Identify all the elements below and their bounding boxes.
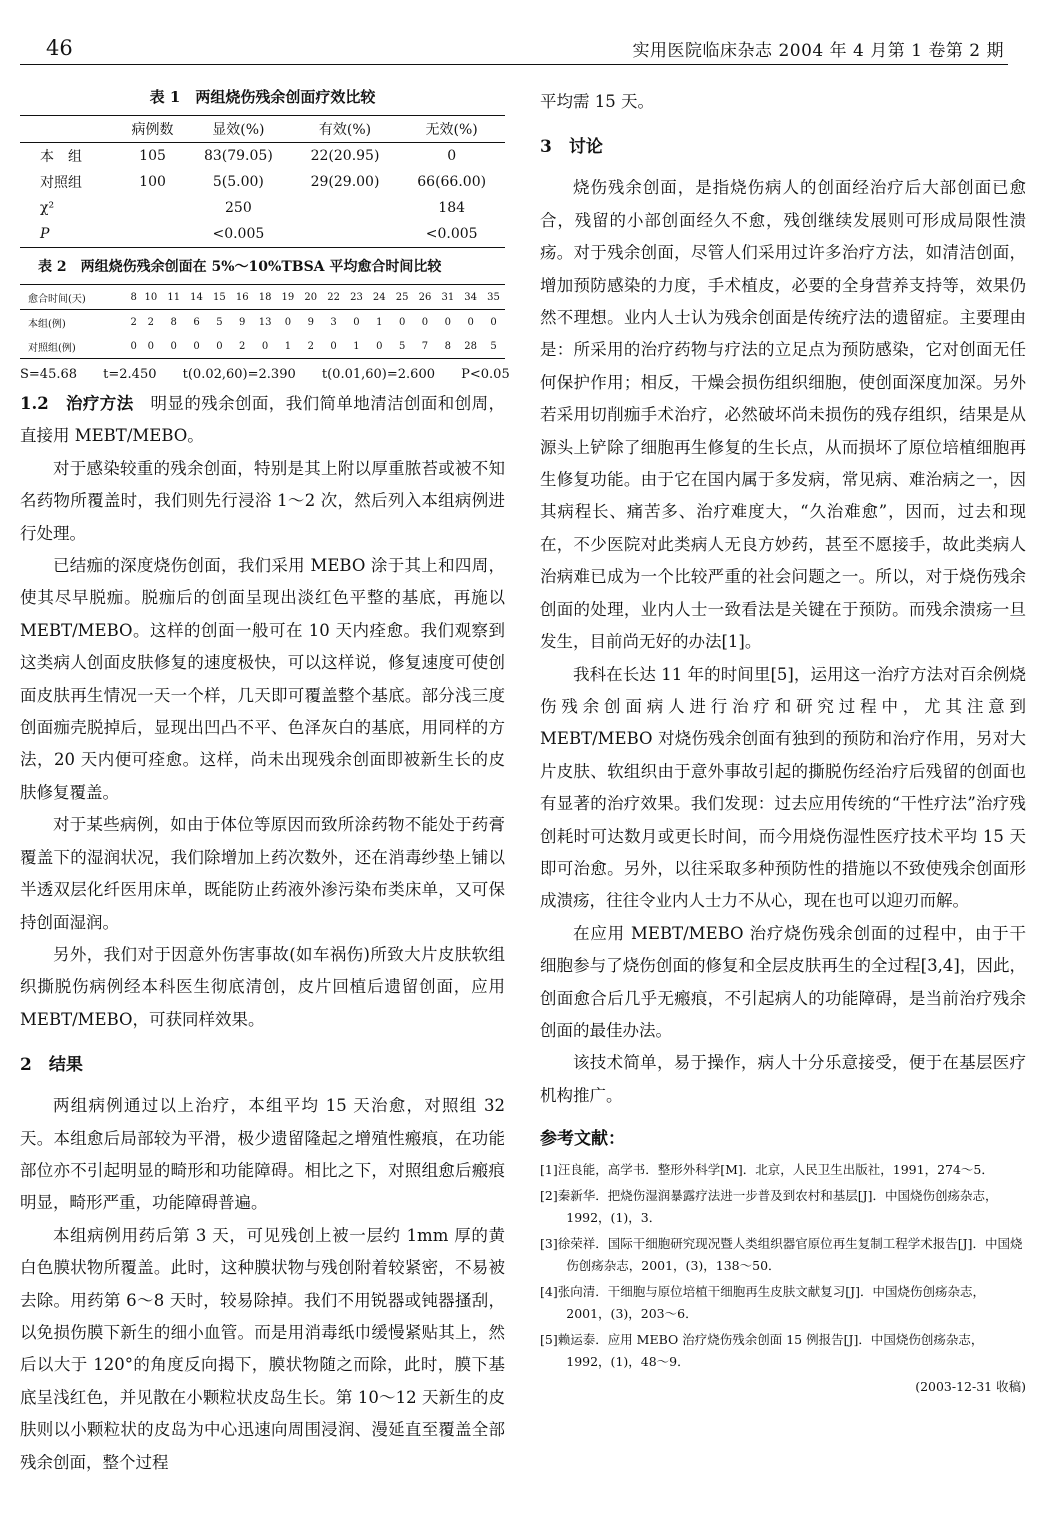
table2-cell: 0 bbox=[284, 316, 292, 328]
reference-item: [5]赖运泰．应用 MEBO 治疗烧伤残余创面 15 例报告[J]．中国烧伤创疡杂志，1992，(1)，48～9． bbox=[540, 1332, 984, 1370]
table2 bbox=[20, 284, 505, 359]
table1-cell: <0.005 bbox=[212, 226, 265, 242]
paragraph: 已结痂的深度烧伤创面，我们采用 MEBO 涂于其上和四周，使其尽早脱痂。脱痂后的创面呈现出淡红色平整的基底，再施以 MEBT/MEBO。这样的创面一般可在 10 天内痊愈。我们观察到这类病人创面皮肤修复的速度极快，可以这样说，修复速度可使创面皮肤再生情况一天一个样，几天即可覆盖整个基底。部分浅三度创面痂壳脱掉后，显现出凹凸不平、色泽灰白的基底，用同样的方法，20 天内便可痊愈。这样，尚未出现残余创面即被新生长的皮肤修复覆盖。 bbox=[20, 556, 505, 802]
table1-col-2: 显效(%) bbox=[212, 122, 265, 138]
table1-col-4: 无效(%) bbox=[425, 122, 478, 138]
table1-cell bbox=[120, 195, 185, 221]
table2-cell: 0 bbox=[130, 340, 137, 352]
table2-cell: 0 bbox=[398, 316, 406, 328]
table2-cell: 26 bbox=[418, 291, 432, 303]
table2-cell: 28 bbox=[464, 340, 478, 352]
statistics-line bbox=[20, 367, 510, 382]
table2-cell: 7 bbox=[421, 340, 429, 352]
paragraph: 对于感染较重的残余创面，特别是其上附以厚重脓苔或被不知名药物所覆盖时，我们则先行浸浴 1～2 次，然后列入本组病例进行处理。 bbox=[20, 458, 505, 543]
table1-cell: <0.005 bbox=[425, 226, 478, 242]
page-number: 46 bbox=[46, 36, 73, 60]
table2-cell: 25 bbox=[395, 291, 409, 303]
table2-cell: 24 bbox=[372, 291, 386, 303]
table2-cell: 8 bbox=[444, 340, 452, 352]
table2-cell: 14 bbox=[190, 291, 203, 303]
table1-cell: 22(20.95) bbox=[310, 148, 380, 164]
table2-caption: 表 2 两组烧伤残余创面在 5%～10%TBSA 平均愈合时间比较 bbox=[38, 259, 442, 275]
table1-cell: 本 组 bbox=[40, 149, 82, 165]
table1-cell: 83(79.05) bbox=[203, 148, 273, 164]
paragraph bbox=[20, 388, 505, 453]
table2-cell: 16 bbox=[235, 291, 249, 303]
table2-cell: 34 bbox=[464, 291, 478, 303]
paragraph: 烧伤残余创面，是指烧伤病人的创面经治疗后大部创面已愈合，残留的小部创面经久不愈，残创继续发展则可形成局限性溃疡。对于残余创面，尽管人们采用过许多治疗方法，如清洁创面，增加预防感染的力度，手术植皮，必要的全身营养支持等，效果仍然不理想。业内人士认为残余创面是传统疗法的遗留症。主要理由是：所采用的治疗药物与疗法的立足点为预防感染，它对创面无任何保护作用；相反，干燥会损伤组织细胞，使创面深度加深。另外若采用切削痂手术治疗，必然破坏尚未损伤的残存组织，结果是从源头上铲除了细胞再生修复的生长点，从而损坏了原位培植细胞再生修复功能。由于它在国内属于多发病，常见病、难治病之一，因其病程长、痛苦多、治疗难度大，“久治难愈”，因而，过去和现在，不少医院对此类病人无良方妙药，甚至不愿接手，故此类病人治病难已成为一个比较严重的社会问题之一。所以，对于烧伤残余创面的处理，业内人士一致看法是关键在于预防。而残余溃疡一旦发生，目前尚无好的办法[1]。 bbox=[540, 178, 1026, 652]
reference-item: [2]秦新华．把烧伤湿润暴露疗法进一步普及到农村和基层[J]．中国烧伤创疡杂志，1992，(1)，3． bbox=[540, 1188, 998, 1226]
table1-cell: P bbox=[40, 226, 50, 242]
table2-cell: 1 bbox=[353, 340, 360, 352]
table2-cell: 1 bbox=[376, 316, 383, 328]
table2-cell: 0 bbox=[467, 316, 474, 328]
table2-cell: 20 bbox=[304, 291, 318, 303]
table1-cell: 184 bbox=[438, 200, 466, 216]
table1 bbox=[20, 115, 505, 248]
table1-cell: 105 bbox=[139, 148, 166, 164]
paragraph-text: 明显的残余创面，我们简单地清洁创面和创周，直接用 MEBT/MEBO。 bbox=[20, 394, 506, 446]
table1-cell: 5(5.00) bbox=[212, 174, 264, 190]
table1-header-row bbox=[20, 116, 505, 143]
header-rule bbox=[20, 64, 1008, 65]
paragraph: 在应用 MEBT/MEBO 治疗烧伤残余创面的过程中，由于干细胞参与了烧伤创面的修复和全层皮肤再生的全过程[3,4]，因此，创面愈合后几乎无瘢痕，不引起病人的功能障碍，是当前治疗残余创面的最佳办法。 bbox=[540, 923, 1026, 1040]
table2-cell: 0 bbox=[353, 316, 360, 328]
table2-cell: 10 bbox=[144, 291, 158, 303]
paragraph: 另外，我们对于因意外伤害事故(如车祸伤)所致大片皮肤软组织撕脱伤病例经本科医生彻底清创，皮片回植后遗留创面，应用 MEBT/MEBO，可获同样效果。 bbox=[20, 944, 505, 1029]
paragraph: 本组病例用药后第 3 天，可见残创上被一层约 1mm 厚的黄白色膜状物所覆盖。此时，这种膜状物与残创附着较紧密，不易被去除。用药第 6～8 天时，较易除掉。我们不用锐器或钝器搔刮，以免损伤膜下新生的细小血管。而是用消毒纸巾缓慢紧贴其上，然后以大于 120°的角度反向揭下，膜状物随之而除，此时，膜下基底呈浅红色，并见散在小颗粒状皮岛生长。第 10～12 天新生的皮肤则以小颗粒状的皮岛为中心迅速向周围浸润、漫延直至覆盖全部残余创面，整个过程 bbox=[20, 1225, 505, 1472]
table2-cell: 2 bbox=[130, 316, 137, 328]
table2-cell: 0 bbox=[421, 316, 429, 328]
table1-caption: 表 1 两组烧伤残余创面疗效比较 bbox=[149, 88, 376, 106]
stat-item: P<0.05 bbox=[461, 367, 510, 382]
table-row bbox=[20, 169, 505, 195]
section-heading: 2 结果 bbox=[20, 1055, 83, 1076]
paragraph: 我科在长达 11 年的时间里[5]，运用这一治疗方法对百余例烧伤残余创面病人进行治疗和研究过程中，尤其注意到 MEBT/MEBO 对烧伤残余创面有独到的预防和治疗作用，另对大片皮肤、软组织由于意外事故引起的撕脱伤经治疗后残留的创面也有显著的治疗效果。我们发现：过去应用传统的“干性疗法”治疗残创耗时可达数月或更长时间，而今用烧伤湿性医疗技术平均 15 天即可治愈。另外，以往采取多种预防性的措施以不致使残余创面形成溃疡，往往令业内人士力不从心，现在也可以迎刃而解。 bbox=[540, 664, 1026, 911]
section-heading: 3 讨论 bbox=[540, 137, 603, 158]
table2-cell: 5 bbox=[216, 316, 223, 328]
left-column bbox=[20, 86, 510, 1479]
table2-cell: 0 bbox=[444, 316, 452, 328]
table1-cell: 100 bbox=[139, 174, 166, 190]
table2-cell: 0 bbox=[330, 340, 337, 352]
table1-cell bbox=[120, 221, 185, 248]
paragraph: 平均需 15 天。 bbox=[540, 92, 654, 111]
table-row bbox=[20, 221, 505, 248]
paragraph: 两组病例通过以上治疗，本组平均 15 天治愈，对照组 32 天。本组愈后局部较为平滑，极少遗留隆起之增殖性瘢痕，在功能部位亦不引起明显的畸形和功能障碍。相比之下，对照组愈后瘢痕明显，畸形严重，功能障碍普遍。 bbox=[20, 1096, 505, 1213]
table2-cell: 3 bbox=[330, 316, 337, 328]
table2-cell: 35 bbox=[487, 291, 500, 303]
table2-cell: 6 bbox=[193, 316, 200, 328]
table2-cell: 0 bbox=[170, 340, 177, 352]
table2-cell: 0 bbox=[147, 340, 155, 352]
table1-cell: 66(66.00) bbox=[417, 174, 487, 190]
table2-cell: 15 bbox=[213, 291, 226, 303]
table2-cell: 22 bbox=[327, 291, 340, 303]
reference-item: [3]徐荣祥．国际干细胞研究现况暨人类组织器官原位再生复制工程学术报告[J]．中国烧伤创疡杂志，2001，(3)，138～50． bbox=[540, 1236, 1023, 1274]
table-row bbox=[20, 195, 505, 221]
table-row bbox=[20, 334, 505, 359]
table2-cell: 0 bbox=[376, 340, 383, 352]
table2-cell: 19 bbox=[281, 291, 295, 303]
table-row bbox=[20, 310, 505, 335]
table2-row-label: 对照组(例) bbox=[28, 342, 76, 354]
table1-cell: χ² bbox=[40, 200, 55, 216]
journal-header: 实用医院临床杂志 2004 年 4 月第 1 卷第 2 期 bbox=[632, 41, 1004, 61]
table2-cell: 0 bbox=[490, 316, 497, 328]
table1-cell: 0 bbox=[447, 148, 457, 164]
subsection-label: 1.2 治疗方法 bbox=[20, 394, 134, 413]
table2-cell: 8 bbox=[130, 291, 137, 303]
paragraph: 对于某些病例，如由于体位等原因而致所涂药物不能处于药膏覆盖下的湿润状况，我们除增加上药次数外，还在消毒纱垫上铺以半透双层化纤医用床单，既能防止药液外渗污染布类床单，又可保持创面湿润。 bbox=[20, 815, 505, 932]
table2-cell: 18 bbox=[258, 291, 272, 303]
table2-cell: 9 bbox=[307, 316, 314, 328]
table2-cell: 2 bbox=[307, 340, 314, 352]
paragraph: 该技术简单，易于操作，病人十分乐意接受，便于在基层医疗机构推广。 bbox=[540, 1053, 1026, 1105]
stat-item: t=2.450 bbox=[103, 367, 157, 382]
table2-cell: 11 bbox=[167, 291, 181, 303]
reference-item: [1]汪良能，高学书．整形外科学[M]．北京，人民卫生出版社，1991，274～5． bbox=[540, 1162, 994, 1178]
table1-cell bbox=[292, 221, 399, 248]
table2-cell: 2 bbox=[239, 340, 246, 352]
table2-cell: 0 bbox=[216, 340, 223, 352]
table1-cell: 对照组 bbox=[40, 175, 82, 191]
table2-cell: 5 bbox=[398, 340, 406, 352]
table2-header-row bbox=[20, 285, 505, 310]
received-date: (2003-12-31 收稿) bbox=[915, 1379, 1026, 1395]
table1-cell: 250 bbox=[225, 200, 252, 216]
stat-item: t(0.01,60)=2.600 bbox=[321, 367, 435, 382]
table2-cell: 23 bbox=[350, 291, 363, 303]
stat-item: S=45.68 bbox=[20, 367, 78, 382]
table1-cell: 29(29.00) bbox=[310, 174, 380, 190]
table2-row-label: 本组(例) bbox=[28, 318, 66, 330]
table2-cell: 0 bbox=[193, 340, 200, 352]
table1-cell bbox=[292, 195, 399, 221]
table2-cell: 2 bbox=[147, 316, 155, 328]
table2-header-label: 愈合时间(天) bbox=[28, 293, 86, 305]
stat-item: t(0.02,60)=2.390 bbox=[182, 367, 296, 382]
table1-col-3: 有效(%) bbox=[318, 122, 372, 138]
table2-cell: 1 bbox=[284, 340, 292, 352]
table-row bbox=[20, 143, 505, 170]
references-heading: 参考文献： bbox=[540, 1129, 625, 1150]
table2-cell: 9 bbox=[239, 316, 246, 328]
table2-cell: 31 bbox=[441, 291, 455, 303]
table1-col-0 bbox=[20, 116, 120, 143]
table2-cell: 8 bbox=[170, 316, 177, 328]
table1-col-1: 病例数 bbox=[131, 122, 174, 138]
table2-cell: 13 bbox=[258, 316, 272, 328]
reference-item: [4]张向清．干细胞与原位培植干细胞再生皮肤文献复习[J]．中国烧伤创疡杂志，2001，(3)，203～6． bbox=[540, 1284, 985, 1322]
right-column bbox=[540, 86, 1026, 1395]
table2-cell: 5 bbox=[490, 340, 497, 352]
table2-cell: 0 bbox=[261, 340, 269, 352]
